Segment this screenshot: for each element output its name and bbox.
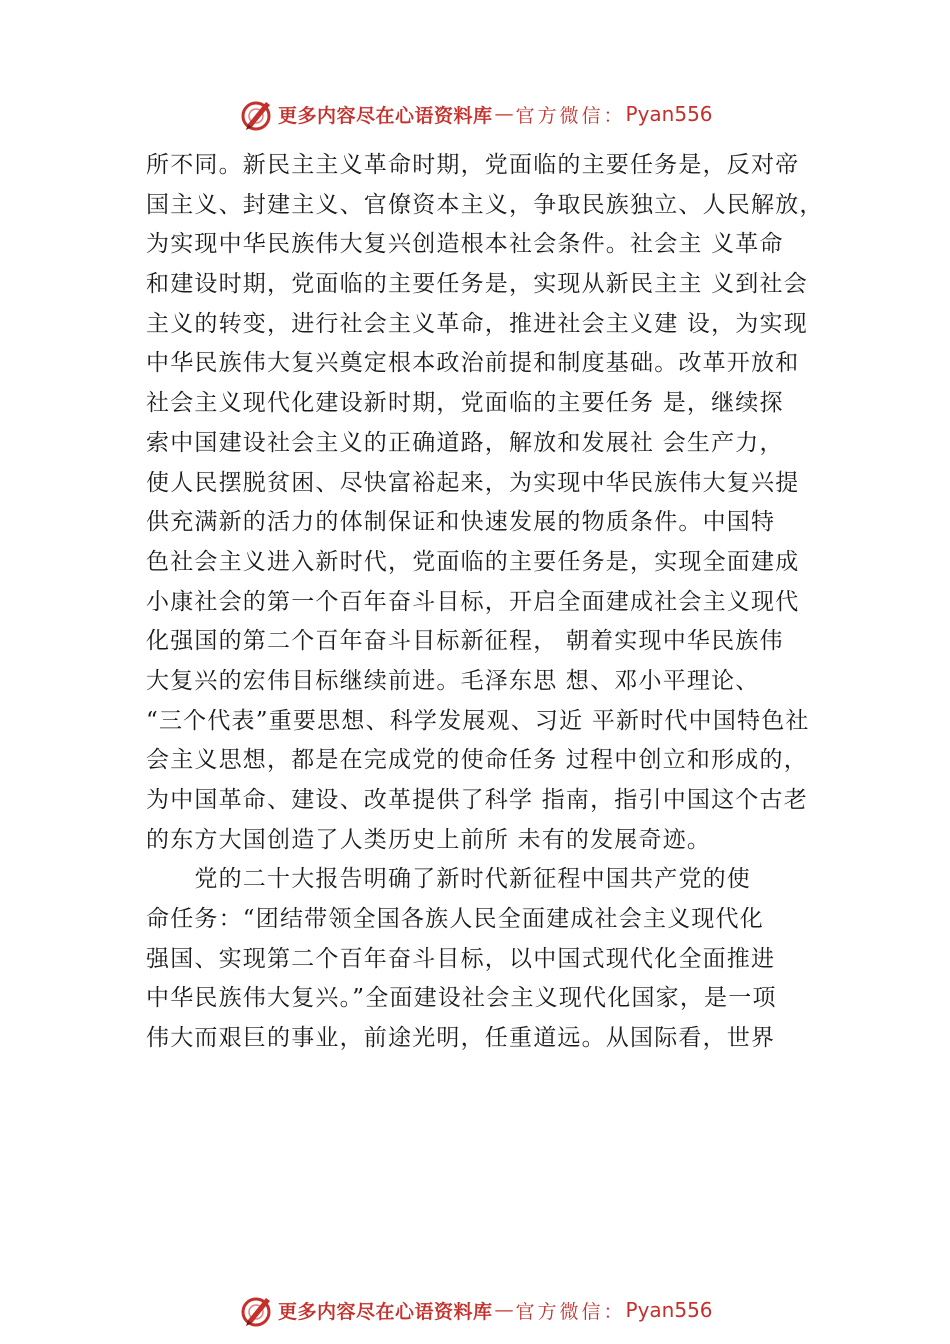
text-line: 小康社会的第一个百年奋斗目标，开启全面建成社会主义现代 (146, 588, 800, 615)
text-line: 为实现中华民族伟大复兴创造根本社会条件。社会主 义革命 (146, 231, 784, 258)
text-line: 化强国的第二个百年奋斗目标新征程， 朝着实现中华民族伟 (146, 628, 784, 655)
text-line: 伟大而艰巨的事业，前途光明，任重道远。从国际看，世界 (146, 1025, 776, 1052)
header-brand: 更多内容尽在心语资料库 (278, 104, 493, 127)
text-line: 会主义思想，都是在完成党的使命任务 过程中创立和形成的， (146, 747, 808, 774)
text-line: 供充满新的活力的体制保证和快速发展的物质条件。中国特 (146, 509, 776, 536)
header-wechat-id: Pyan556 (625, 102, 713, 126)
text-line: 和建设时期，党面临的主要任务是，实现从新民主主 义到社会 (146, 271, 808, 298)
text-line: 为中国革命、建设、改革提供了科学 指南，指引中国这个古老 (146, 787, 808, 813)
text-line: 中华民族伟大复兴。”全面建设社会主义现代化国家，是一项 (146, 985, 777, 1012)
footer-brand: 更多内容尽在心语资料库 (278, 1300, 493, 1323)
text-line: 索中国建设社会主义的正确道路，解放和发展社 会生产力， (146, 429, 784, 456)
text-line: 命任务：“团结带领全国各族人民全面建成社会主义现代化 (146, 906, 764, 933)
text-line: 色社会主义进入新时代，党面临的主要任务是，实现全面建成 (146, 548, 800, 575)
text-line: 强国、实现第二个百年奋斗目标，以中国式现代化全面推进 (146, 945, 776, 972)
header-dash: — (494, 103, 514, 125)
footer-wechat-id: Pyan556 (625, 1298, 713, 1322)
pen-logo-icon (238, 1292, 274, 1328)
text-line: 社会主义现代化建设新时期，党面临的主要任务 是，继续探 (146, 390, 784, 417)
footer-banner (238, 1290, 713, 1330)
text-line: 党的二十大报告明确了新时代新征程中国共产党的使 (146, 866, 751, 893)
text-line: 国主义、封建主义、官僚资本主义，争取民族独立、人民解放， (146, 191, 824, 218)
text-line: 大复兴的宏伟目标继续前进。毛泽东思 想、邓小平理论、 (146, 667, 760, 694)
document-body (146, 146, 836, 1059)
header-wechat-label: 官方微信： (515, 104, 626, 127)
footer-dash: — (494, 1299, 514, 1321)
text-line: 使人民摆脱贫困、尽快富裕起来，为实现中华民族伟大复兴提 (146, 469, 800, 496)
text-line: 主义的转变，进行社会主义革命，推进社会主义建 设，为实现 (146, 310, 808, 337)
text-line: 所不同。新民主主义革命时期，党面临的主要任务是，反对帝 (146, 152, 800, 178)
text-line: 的东方大国创造了人类历史上前所 未有的发展奇迹。 (146, 826, 712, 853)
text-line: 中华民族伟大复兴奠定根本政治前提和制度基础。改革开放和 (146, 350, 800, 377)
pen-logo-icon (238, 96, 274, 132)
footer-wechat-label: 官方微信： (515, 1300, 626, 1323)
text-line: “三个代表”重要思想、科学发展观、习近 平新时代中国特色社 (146, 707, 810, 734)
header-banner (238, 94, 713, 134)
